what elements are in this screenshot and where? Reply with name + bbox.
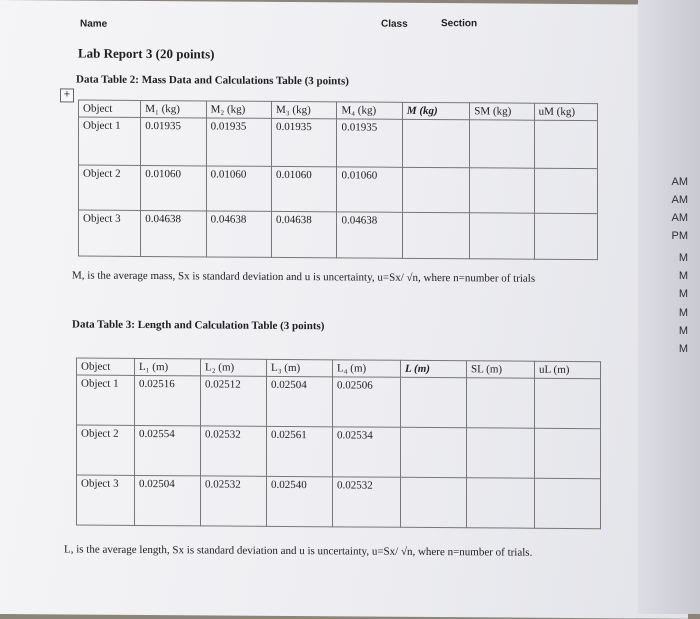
table-cell[interactable]: 0.01935 [206, 118, 271, 166]
side-text: PM [671, 230, 688, 242]
column-header: SL (m) [467, 361, 535, 378]
table-row [79, 210, 598, 260]
row-label: Object 2 [77, 425, 135, 475]
row-label: Object 3 [79, 210, 141, 256]
table-cell[interactable]: 0.02540 [267, 476, 333, 526]
table-cell[interactable]: 0.02561 [267, 426, 333, 476]
column-header: M₂ (kg) [206, 101, 271, 118]
table-cell[interactable]: 0.02532 [201, 426, 267, 476]
column-header: L (m) [401, 360, 467, 377]
table-cell[interactable]: 0.02532 [333, 477, 401, 527]
column-header: Object [79, 100, 141, 117]
table-cell[interactable]: 0.02512 [201, 376, 267, 426]
table-cell[interactable] [534, 168, 597, 213]
column-header: L₃ (m) [267, 359, 333, 376]
table-row [79, 165, 598, 214]
table-cell[interactable] [535, 378, 601, 428]
table-cell[interactable]: 0.01060 [206, 166, 271, 211]
section-label: Section [441, 18, 478, 30]
table3-caption: Data Table 3: Length and Calculation Table (3 points) [72, 318, 325, 333]
table-cell[interactable]: 0.01935 [272, 118, 337, 166]
table-cell[interactable]: 0.04638 [206, 211, 271, 257]
table-cell[interactable]: 0.01060 [337, 167, 402, 212]
table-cell[interactable]: 0.02506 [333, 377, 401, 427]
side-text: AM [671, 194, 688, 206]
table-cell[interactable]: 0.02532 [201, 476, 267, 526]
table3-note: L, is the average length, Sx is standard deviation and u is uncertainty, u=Sx/ √n, where n=number of trials. [64, 543, 533, 559]
column-header: M₁ (kg) [141, 100, 206, 117]
table-cell[interactable] [470, 168, 534, 213]
table-row [77, 475, 601, 529]
report-title: Lab Report 3 (20 points) [78, 45, 215, 62]
column-header: uL (m) [535, 361, 601, 378]
table-cell[interactable] [401, 477, 467, 527]
table2-caption: Data Table 2: Mass Data and Calculations Table (3 points) [76, 73, 349, 88]
table-cell[interactable] [402, 167, 469, 212]
table-cell[interactable] [402, 119, 469, 167]
table-cell[interactable] [470, 213, 534, 259]
table-cell[interactable] [534, 213, 597, 259]
table-cell[interactable] [467, 428, 535, 478]
column-header: M₃ (kg) [272, 101, 337, 118]
side-text: M [678, 252, 688, 264]
class-label: Class [381, 18, 408, 30]
table-cell[interactable]: 0.02504 [267, 376, 333, 426]
table-cell[interactable] [467, 378, 535, 428]
table-cell[interactable] [401, 377, 467, 427]
column-header: L₁ (m) [135, 358, 201, 375]
add-table-icon[interactable]: + [60, 88, 74, 102]
table-cell[interactable] [470, 120, 534, 168]
table-row [79, 117, 598, 169]
table2-note: M, is the average mass, Sx is standard deviation and u is uncertainty, u=Sx/ √n, where n=number of trials [72, 269, 536, 285]
table-cell[interactable] [534, 120, 597, 168]
table-cell[interactable]: 0.01060 [272, 166, 337, 211]
table-cell[interactable]: 0.01060 [141, 165, 206, 210]
side-text: M [678, 343, 688, 355]
name-label: Name [80, 18, 108, 30]
table-cell[interactable]: 0.02516 [135, 375, 201, 425]
table-row [77, 375, 601, 429]
table-cell[interactable] [467, 478, 535, 528]
side-text: AM [671, 212, 688, 224]
table-cell[interactable] [402, 212, 469, 258]
table-cell[interactable]: 0.04638 [141, 210, 206, 256]
table-cell[interactable] [535, 428, 601, 478]
length-data-table [76, 358, 601, 530]
table-cell[interactable] [401, 427, 467, 477]
background-window-edge [638, 0, 700, 614]
table-cell[interactable] [535, 478, 601, 528]
side-text: M [678, 325, 688, 337]
row-label: Object 1 [79, 117, 141, 165]
table-cell[interactable]: 0.02534 [333, 427, 401, 477]
row-label: Object 1 [77, 375, 135, 425]
column-header: SM (kg) [470, 103, 534, 120]
column-header: L₂ (m) [201, 359, 267, 376]
column-header: M₄ (kg) [337, 102, 402, 119]
side-text: M [678, 270, 688, 282]
column-header: uM (kg) [534, 103, 597, 120]
column-header: L₄ (m) [333, 360, 401, 377]
mass-data-table [78, 100, 598, 261]
column-header: M (kg) [402, 102, 469, 119]
table-cell[interactable]: 0.01935 [141, 117, 206, 165]
side-text: M [678, 307, 688, 319]
side-text: AM [671, 176, 688, 188]
table-cell[interactable]: 0.01935 [337, 119, 402, 167]
row-label: Object 3 [77, 475, 135, 525]
column-header: Object [77, 358, 135, 375]
row-label: Object 2 [79, 165, 141, 210]
table-row [77, 425, 601, 479]
table-cell[interactable]: 0.04638 [337, 212, 402, 258]
table-cell[interactable]: 0.04638 [272, 211, 337, 257]
table-cell[interactable]: 0.02504 [135, 475, 201, 525]
side-text: M [678, 288, 688, 300]
table-cell[interactable]: 0.02554 [135, 425, 201, 475]
